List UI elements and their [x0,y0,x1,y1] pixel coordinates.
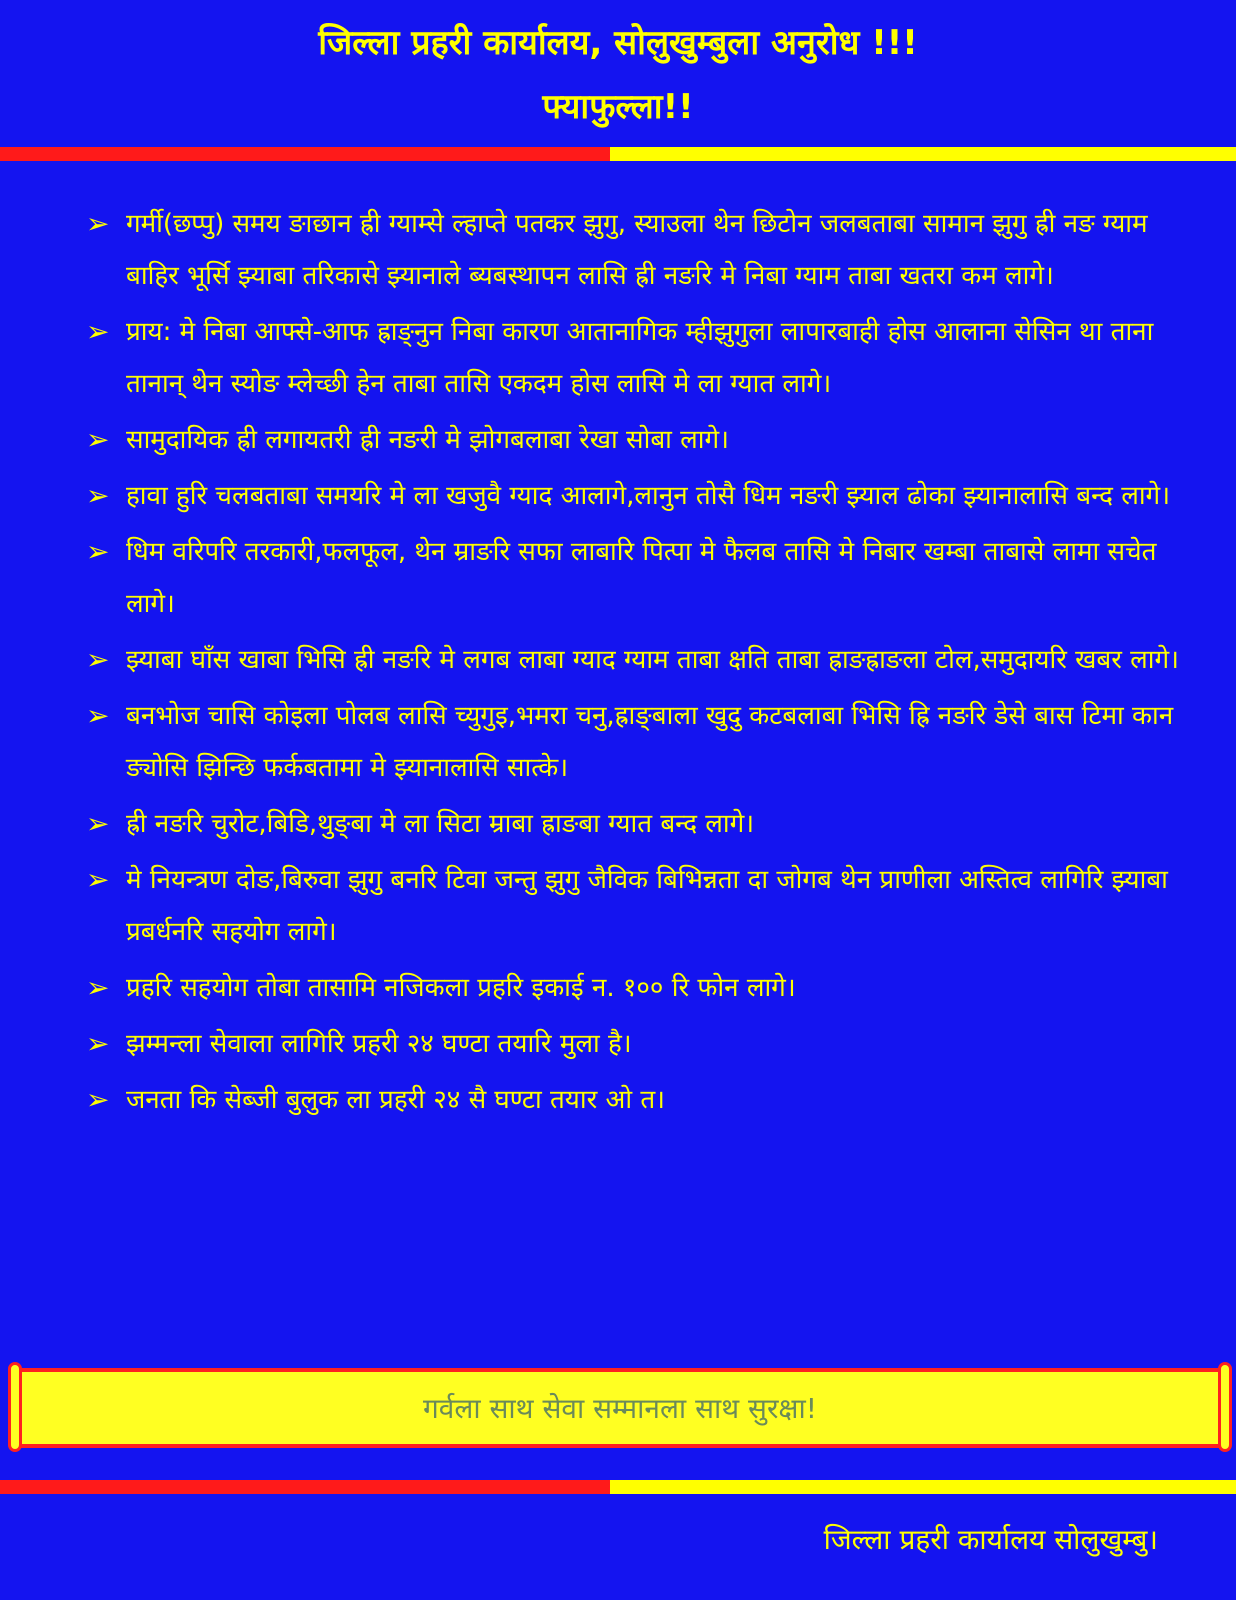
motto-scroll-banner [10,1368,1230,1448]
arrow-bullet-icon: ➢ [86,535,110,568]
scroll-curl-left [8,1362,22,1452]
arrow-bullet-icon: ➢ [86,643,110,676]
divider-red-segment [0,1480,610,1494]
list-item: ➢ सामुदायिक ह्री लगायतरी ह्री नङरी मे झोगबलाबा रेखा सोबा लागे। [86,414,1196,466]
list-item: ➢ जनता कि सेब्जी बुलुक ला प्रहरी २४ सै घण्टा तयार ओ त। [86,1074,1196,1126]
list-item: ➢ झम्मन्ला सेवाला लागिरि प्रहरी २४ घण्टा तयारि मुला है। [86,1018,1196,1070]
arrow-bullet-icon: ➢ [86,479,110,512]
arrow-bullet-icon: ➢ [86,207,110,240]
list-item: ➢ झ्याबा घाँस खाबा भिसि ह्री नङरि मे लगब लाबा ग्याद ग्याम ताबा क्षति ताबा ह्राङह्राङला टोल,समुदायरि खबर लागे। [86,634,1196,686]
divider-yellow-segment [610,147,1236,161]
page-subtitle: फ्याफुल्ला!! [542,87,694,127]
divider-red-segment [0,147,610,161]
arrow-bullet-icon: ➢ [86,863,110,896]
divider-yellow-segment [610,1480,1236,1494]
arrow-bullet-icon: ➢ [86,1083,110,1116]
bottom-divider-band [0,1480,1236,1494]
arrow-bullet-icon: ➢ [86,1027,110,1060]
arrow-bullet-icon: ➢ [86,315,110,348]
list-item: ➢ बनभोज चासि कोइला पोलब लासि च्युगुइ,भमरा चनु,ह्राङ्बाला खुदु कटबलाबा भिसि ह्रि नङरि डेसे बास टिमा कान ङ्योसि झिन्छि फर्कबतामा मे झ्यानालासि सात्के। [86,690,1196,794]
arrow-bullet-icon: ➢ [86,807,110,840]
advice-list [86,198,1196,1130]
page-title: जिल्ला प्रहरी कार्यालय, सोलुखुम्बुला अनुरोध !!! [318,23,918,63]
list-item: ➢ ह्री नङरि चुरोट,बिडि,थुङ्बा मे ला सिटा म्राबा ह्राङबा ग्यात बन्द लागे। [86,798,1196,850]
list-item: ➢ प्रहरि सहयोग तोबा तासामि नजिकला प्रहरि इकाई न. १०० रि फोन लागे। [86,962,1196,1014]
arrow-bullet-icon: ➢ [86,971,110,1004]
footer-signature: जिल्ला प्रहरी कार्यालय सोलुखुम्बु। [823,1523,1158,1556]
list-item: ➢ गर्मी(छप्पु) समय ङाछान ह्री ग्याम्से ल्हाप्ते पतकर झुगु, स्याउला थेन छिटोन जलबताबा सामान झुगु ह्री नङ ग्याम बाहिर भूर्सि झ्याबा तरिकासे झ्यानाले ब्यबस्थापन लासि ह्री नङरि मे निबा ग्याम ताबा खतरा कम लागे। [86,198,1196,302]
scroll-curl-right [1218,1362,1232,1452]
motto-text: गर्वला साथ सेवा सम्मानला साथ सुरक्षा! [423,1392,817,1425]
list-item: ➢ प्राय: मे निबा आफ्से-आफ ह्राङ्नुन निबा कारण आतानागिक म्हीझुगुला लापारबाही होस आलाना सेसिन था ताना तानान् थेन स्योङ म्लेच्छी हेन ताबा तासि एकदम होस लासि मे ला ग्यात लागे। [86,306,1196,410]
arrow-bullet-icon: ➢ [86,699,110,732]
top-divider-band [0,147,1236,161]
list-item: ➢ हावा हुरि चलबताबा समयरि मे ला खजुवै ग्याद आलागे,लानुन तोसै धिम नङरी झ्याल ढोका झ्यानालासि बन्द लागे। [86,470,1196,522]
list-item: ➢ मे नियन्त्रण दोङ,बिरुवा झुगु बनरि टिवा जन्तु झुगु जैविक बिभिन्नता दा जोगब थेन प्राणीला अस्तित्व लागिरि झ्याबा प्रबर्धनरि सहयोग लागे। [86,854,1196,958]
list-item: ➢ धिम वरिपरि तरकारी,फलफूल, थेन म्राङरि सफा लाबारि पित्पा मे फैलब तासि मे निबार खम्बा ताबासे लामा सचेत लागे। [86,526,1196,630]
arrow-bullet-icon: ➢ [86,423,110,456]
